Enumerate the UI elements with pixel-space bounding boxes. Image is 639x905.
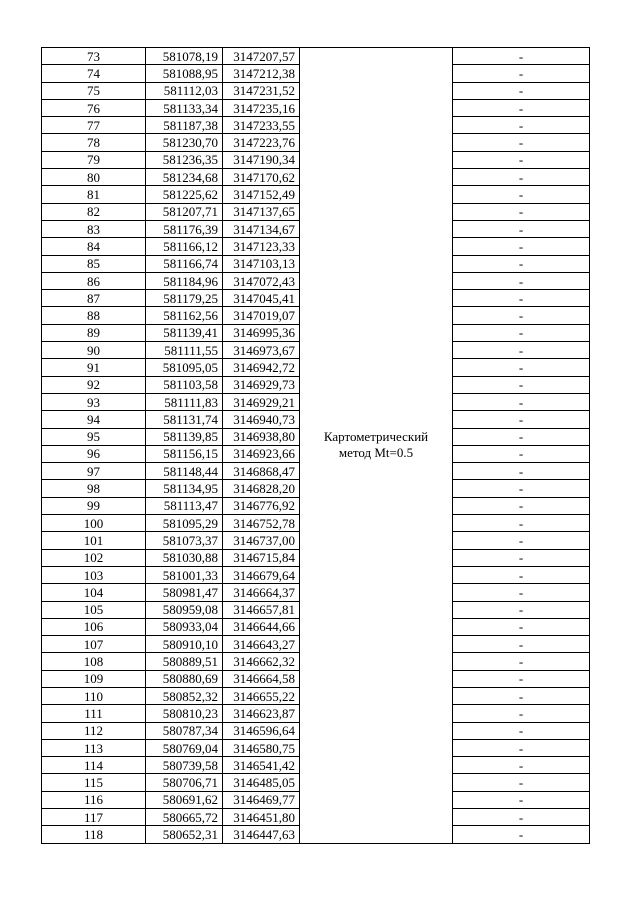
- x-coordinate-cell: 581225,62: [146, 186, 223, 203]
- y-coordinate-cell: 3146776,92: [223, 497, 300, 514]
- x-coordinate-cell: 581111,83: [146, 393, 223, 410]
- accuracy-cell: -: [453, 480, 590, 497]
- x-coordinate-cell: 581156,15: [146, 445, 223, 462]
- x-coordinate-cell: 581103,58: [146, 376, 223, 393]
- x-coordinate-cell: 581162,56: [146, 307, 223, 324]
- point-number-cell: 85: [42, 255, 146, 272]
- x-coordinate-cell: 581095,29: [146, 515, 223, 532]
- x-coordinate-cell: 581207,71: [146, 203, 223, 220]
- y-coordinate-cell: 3146541,42: [223, 757, 300, 774]
- point-number-cell: 99: [42, 497, 146, 514]
- method-accuracy: метод Mt=0.5: [338, 445, 414, 461]
- x-coordinate-cell: 581184,96: [146, 272, 223, 289]
- point-number-cell: 75: [42, 82, 146, 99]
- accuracy-cell: -: [453, 203, 590, 220]
- x-coordinate-cell: 580787,34: [146, 722, 223, 739]
- y-coordinate-cell: 3147123,33: [223, 238, 300, 255]
- accuracy-cell: -: [453, 238, 590, 255]
- y-coordinate-cell: 3146737,00: [223, 532, 300, 549]
- point-number-cell: 80: [42, 169, 146, 186]
- accuracy-cell: -: [453, 220, 590, 237]
- point-number-cell: 109: [42, 670, 146, 687]
- y-coordinate-cell: 3146580,75: [223, 739, 300, 756]
- x-coordinate-cell: 580810,23: [146, 705, 223, 722]
- point-number-cell: 92: [42, 376, 146, 393]
- accuracy-cell: -: [453, 134, 590, 151]
- y-coordinate-cell: 3146929,21: [223, 393, 300, 410]
- point-number-cell: 91: [42, 359, 146, 376]
- y-coordinate-cell: 3147212,38: [223, 65, 300, 82]
- point-number-cell: 114: [42, 757, 146, 774]
- x-coordinate-cell: 580910,10: [146, 636, 223, 653]
- point-number-cell: 98: [42, 480, 146, 497]
- point-number-cell: 73: [42, 48, 146, 65]
- accuracy-cell: -: [453, 497, 590, 514]
- x-coordinate-cell: 580739,58: [146, 757, 223, 774]
- x-coordinate-cell: 581113,47: [146, 497, 223, 514]
- coordinates-table: [41, 47, 590, 844]
- x-coordinate-cell: 580652,31: [146, 826, 223, 843]
- point-number-cell: 82: [42, 203, 146, 220]
- y-coordinate-cell: 3146715,84: [223, 549, 300, 566]
- x-coordinate-cell: 580691,62: [146, 791, 223, 808]
- x-coordinate-cell: 580706,71: [146, 774, 223, 791]
- x-coordinate-cell: 581179,25: [146, 290, 223, 307]
- y-coordinate-cell: 3147235,16: [223, 99, 300, 116]
- y-coordinate-cell: 3146940,73: [223, 411, 300, 428]
- point-number-cell: 83: [42, 220, 146, 237]
- point-number-cell: 89: [42, 324, 146, 341]
- accuracy-cell: -: [453, 463, 590, 480]
- y-coordinate-cell: 3147231,52: [223, 82, 300, 99]
- accuracy-cell: -: [453, 117, 590, 134]
- y-coordinate-cell: 3147137,65: [223, 203, 300, 220]
- point-number-cell: 110: [42, 687, 146, 704]
- y-coordinate-cell: 3147103,13: [223, 255, 300, 272]
- accuracy-cell: -: [453, 359, 590, 376]
- x-coordinate-cell: 581073,37: [146, 532, 223, 549]
- point-number-cell: 111: [42, 705, 146, 722]
- point-number-cell: 78: [42, 134, 146, 151]
- x-coordinate-cell: 581166,74: [146, 255, 223, 272]
- accuracy-cell: -: [453, 290, 590, 307]
- x-coordinate-cell: 581139,41: [146, 324, 223, 341]
- point-number-cell: 86: [42, 272, 146, 289]
- point-number-cell: 88: [42, 307, 146, 324]
- y-coordinate-cell: 3146644,66: [223, 618, 300, 635]
- y-coordinate-cell: 3147223,76: [223, 134, 300, 151]
- point-number-cell: 74: [42, 65, 146, 82]
- x-coordinate-cell: 580959,08: [146, 601, 223, 618]
- coordinates-table-body: [42, 48, 590, 844]
- y-coordinate-cell: 3146485,05: [223, 774, 300, 791]
- accuracy-cell: -: [453, 687, 590, 704]
- accuracy-cell: -: [453, 809, 590, 826]
- x-coordinate-cell: 581131,74: [146, 411, 223, 428]
- y-coordinate-cell: 3146828,20: [223, 480, 300, 497]
- y-coordinate-cell: 3147045,41: [223, 290, 300, 307]
- point-number-cell: 104: [42, 584, 146, 601]
- y-coordinate-cell: 3146938,80: [223, 428, 300, 445]
- y-coordinate-cell: 3146679,64: [223, 566, 300, 583]
- accuracy-cell: -: [453, 549, 590, 566]
- accuracy-cell: -: [453, 255, 590, 272]
- y-coordinate-cell: 3146596,64: [223, 722, 300, 739]
- y-coordinate-cell: 3147072,43: [223, 272, 300, 289]
- y-coordinate-cell: 3146623,87: [223, 705, 300, 722]
- point-number-cell: 79: [42, 151, 146, 168]
- accuracy-cell: -: [453, 774, 590, 791]
- x-coordinate-cell: 580981,47: [146, 584, 223, 601]
- x-coordinate-cell: 580665,72: [146, 809, 223, 826]
- y-coordinate-cell: 3146655,22: [223, 687, 300, 704]
- accuracy-cell: -: [453, 376, 590, 393]
- accuracy-cell: -: [453, 670, 590, 687]
- x-coordinate-cell: 581234,68: [146, 169, 223, 186]
- y-coordinate-cell: 3146752,78: [223, 515, 300, 532]
- accuracy-cell: -: [453, 151, 590, 168]
- y-coordinate-cell: 3146923,66: [223, 445, 300, 462]
- point-number-cell: 105: [42, 601, 146, 618]
- accuracy-cell: -: [453, 393, 590, 410]
- accuracy-cell: -: [453, 601, 590, 618]
- x-coordinate-cell: 581088,95: [146, 65, 223, 82]
- x-coordinate-cell: 581001,33: [146, 566, 223, 583]
- x-coordinate-cell: 580889,51: [146, 653, 223, 670]
- point-number-cell: 76: [42, 99, 146, 116]
- y-coordinate-cell: 3146469,77: [223, 791, 300, 808]
- point-number-cell: 106: [42, 618, 146, 635]
- accuracy-cell: -: [453, 272, 590, 289]
- table-row: [42, 48, 590, 65]
- accuracy-cell: -: [453, 82, 590, 99]
- x-coordinate-cell: 581176,39: [146, 220, 223, 237]
- x-coordinate-cell: 581111,55: [146, 342, 223, 359]
- x-coordinate-cell: 580880,69: [146, 670, 223, 687]
- x-coordinate-cell: 581236,35: [146, 151, 223, 168]
- x-coordinate-cell: 581134,95: [146, 480, 223, 497]
- point-number-cell: 100: [42, 515, 146, 532]
- point-number-cell: 116: [42, 791, 146, 808]
- accuracy-cell: -: [453, 584, 590, 601]
- accuracy-cell: -: [453, 826, 590, 843]
- y-coordinate-cell: 3147152,49: [223, 186, 300, 203]
- accuracy-cell: -: [453, 739, 590, 756]
- x-coordinate-cell: 581112,03: [146, 82, 223, 99]
- x-coordinate-cell: 581187,38: [146, 117, 223, 134]
- point-number-cell: 108: [42, 653, 146, 670]
- accuracy-cell: -: [453, 445, 590, 462]
- x-coordinate-cell: 581078,19: [146, 48, 223, 65]
- accuracy-cell: -: [453, 791, 590, 808]
- point-number-cell: 112: [42, 722, 146, 739]
- accuracy-cell: -: [453, 566, 590, 583]
- x-coordinate-cell: 580933,04: [146, 618, 223, 635]
- point-number-cell: 107: [42, 636, 146, 653]
- accuracy-cell: -: [453, 307, 590, 324]
- accuracy-cell: -: [453, 48, 590, 65]
- y-coordinate-cell: 3147233,55: [223, 117, 300, 134]
- x-coordinate-cell: 580769,04: [146, 739, 223, 756]
- y-coordinate-cell: 3146942,72: [223, 359, 300, 376]
- accuracy-cell: -: [453, 169, 590, 186]
- x-coordinate-cell: 581148,44: [146, 463, 223, 480]
- x-coordinate-cell: 581133,34: [146, 99, 223, 116]
- point-number-cell: 94: [42, 411, 146, 428]
- point-number-cell: 95: [42, 428, 146, 445]
- point-number-cell: 115: [42, 774, 146, 791]
- point-number-cell: 97: [42, 463, 146, 480]
- y-coordinate-cell: 3146973,67: [223, 342, 300, 359]
- point-number-cell: 81: [42, 186, 146, 203]
- x-coordinate-cell: 581139,85: [146, 428, 223, 445]
- point-number-cell: 113: [42, 739, 146, 756]
- y-coordinate-cell: 3146868,47: [223, 463, 300, 480]
- y-coordinate-cell: 3146664,58: [223, 670, 300, 687]
- accuracy-cell: -: [453, 515, 590, 532]
- accuracy-cell: -: [453, 99, 590, 116]
- accuracy-cell: -: [453, 65, 590, 82]
- point-number-cell: 90: [42, 342, 146, 359]
- point-number-cell: 101: [42, 532, 146, 549]
- x-coordinate-cell: 580852,32: [146, 687, 223, 704]
- accuracy-cell: -: [453, 757, 590, 774]
- accuracy-cell: -: [453, 342, 590, 359]
- accuracy-cell: -: [453, 428, 590, 445]
- method-name: Картометрический: [323, 429, 429, 445]
- accuracy-cell: -: [453, 618, 590, 635]
- y-coordinate-cell: 3146664,37: [223, 584, 300, 601]
- point-number-cell: 118: [42, 826, 146, 843]
- y-coordinate-cell: 3147207,57: [223, 48, 300, 65]
- point-number-cell: 96: [42, 445, 146, 462]
- point-number-cell: 77: [42, 117, 146, 134]
- y-coordinate-cell: 3147190,34: [223, 151, 300, 168]
- y-coordinate-cell: 3146662,32: [223, 653, 300, 670]
- y-coordinate-cell: 3146643,27: [223, 636, 300, 653]
- y-coordinate-cell: 3146657,81: [223, 601, 300, 618]
- accuracy-cell: -: [453, 411, 590, 428]
- accuracy-cell: -: [453, 705, 590, 722]
- method-cell: [300, 48, 453, 844]
- y-coordinate-cell: 3147170,62: [223, 169, 300, 186]
- accuracy-cell: -: [453, 653, 590, 670]
- point-number-cell: 102: [42, 549, 146, 566]
- x-coordinate-cell: 581230,70: [146, 134, 223, 151]
- point-number-cell: 103: [42, 566, 146, 583]
- y-coordinate-cell: 3146929,73: [223, 376, 300, 393]
- point-number-cell: 117: [42, 809, 146, 826]
- point-number-cell: 87: [42, 290, 146, 307]
- y-coordinate-cell: 3146447,63: [223, 826, 300, 843]
- x-coordinate-cell: 581030,88: [146, 549, 223, 566]
- x-coordinate-cell: 581095,05: [146, 359, 223, 376]
- point-number-cell: 93: [42, 393, 146, 410]
- accuracy-cell: -: [453, 722, 590, 739]
- y-coordinate-cell: 3146995,36: [223, 324, 300, 341]
- accuracy-cell: -: [453, 636, 590, 653]
- y-coordinate-cell: 3147134,67: [223, 220, 300, 237]
- point-number-cell: 84: [42, 238, 146, 255]
- y-coordinate-cell: 3147019,07: [223, 307, 300, 324]
- y-coordinate-cell: 3146451,80: [223, 809, 300, 826]
- accuracy-cell: -: [453, 324, 590, 341]
- x-coordinate-cell: 581166,12: [146, 238, 223, 255]
- accuracy-cell: -: [453, 186, 590, 203]
- accuracy-cell: -: [453, 532, 590, 549]
